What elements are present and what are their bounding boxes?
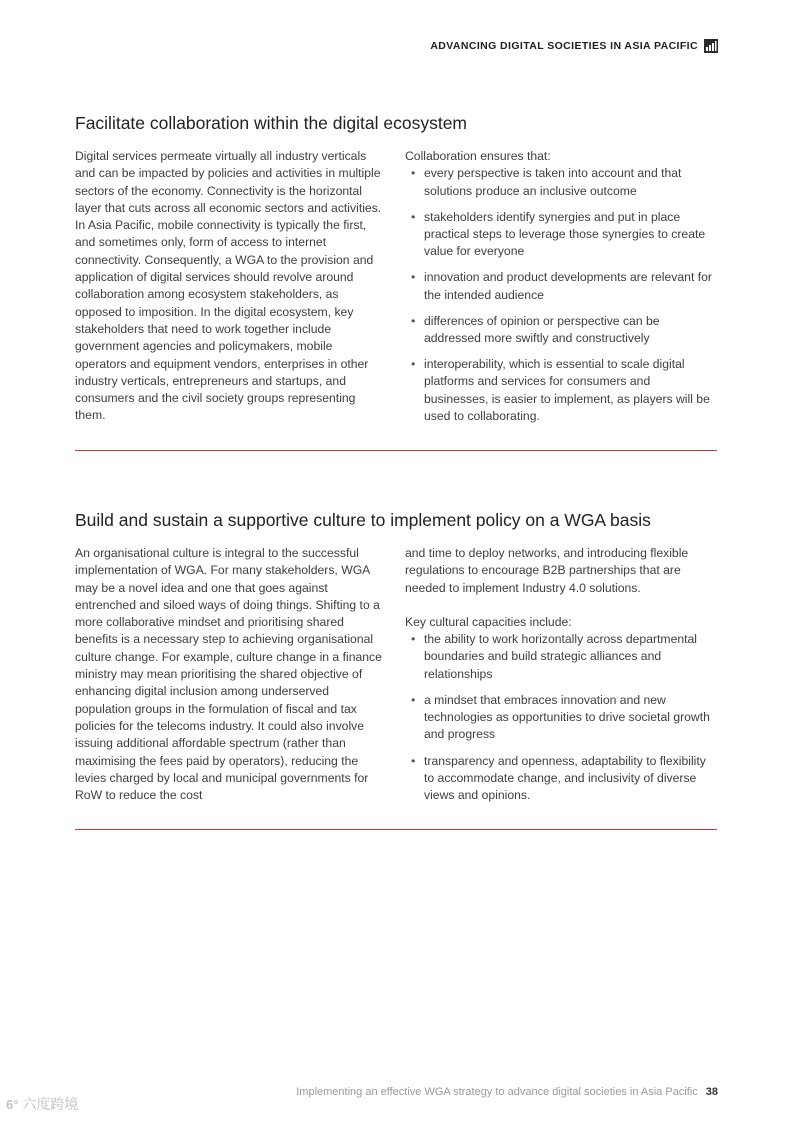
section-collaboration [75,111,717,424]
list-item: • differences of opinion or perspective can be addressed more swiftly and constructively [405,313,717,348]
list-item: • a mindset that embraces innovation and new technologies as opportunities to drive societal growth and progress [405,692,717,744]
bullet-list [405,631,717,804]
section-title: Facilitate collaboration within the digital ecosystem [75,113,467,133]
bullet-list [405,165,717,425]
watermark-logo-icon: 6° [6,1096,19,1112]
body-paragraph: An organisational culture is integral to the successful implementation of WGA. For many stakeholders, WGA may be a novel idea and one that goes against entrenched and siloed ways of doing things. Shifting to a more collaborative mindset and prioritising shared benefits is a necessary step to achieving organisational culture change. For example, culture change in a finance ministry may mean prioritising the shared objective of enhancing digital inclusion among underserved population groups in the formulation of fiscal and tax policies for the telecoms industry. It could also involve issuing additional affordable spectrum (rather than maximising the fees paid by operators), reducing the levies charged by local and municipal governments for RoW to reduce the cost [75,546,382,803]
footer-text: Implementing an effective WGA strategy to advance digital societies in Asia Pacific [296,1086,698,1098]
list-item: • the ability to work horizontally across departmental boundaries and build strategic alliances and relationships [405,631,717,683]
right-column [405,148,717,434]
section-culture [75,508,717,803]
list-item: • every perspective is taken into account and that solutions produce an inclusive outcome [405,165,717,200]
header-title: ADVANCING DIGITAL SOCIETIES IN ASIA PACIFIC [430,40,698,52]
left-column [75,148,387,425]
section-title: Build and sustain a supportive culture to implement policy on a WGA basis [75,510,651,530]
running-header [430,38,718,54]
list-item: • stakeholders identify synergies and put in place practical steps to leverage those synergies to create value for everyone [405,209,717,261]
watermark-text: 六度跨境 [22,1096,79,1112]
section-divider [75,829,717,830]
page-footer [296,1086,718,1098]
right-column [405,545,717,813]
page-number: 38 [705,1086,718,1098]
continuation-paragraph: and time to deploy networks, and introducing flexible regulations to encourage B2B partnerships that are needed to implement Industry 4.0 solutions. [405,546,689,595]
list-item: • innovation and product developments are relevant for the intended audience [405,269,717,304]
watermark [6,1094,78,1114]
bullets-intro: Key cultural capacities include: [405,614,572,629]
section-divider [75,450,717,451]
body-paragraph: Digital services permeate virtually all industry verticals and can be impacted by policies and activities in multiple sectors of the economy. Connectivity is the horizontal layer that cuts across all economic sectors and activities. In Asia Pacific, mobile connectivity is typically the first, and sometimes only, form of access to internet connectivity. Consequently, a WGA to the provision and application of digital services should revolve around collaboration among ecosystem stakeholders, as opposed to imposition. In the digital ecosystem, key stakeholders that need to work together include government agencies and policymakers, mobile operators and equipment vendors, enterprises in other industry verticals, entrepreneurs and startups, and consumers and the civil society groups representing them. [75,149,382,423]
list-item: • transparency and openness, adaptability to flexibility to accommodate change, and inclusivity of diverse views and opinions. [405,753,717,805]
chart-bar-icon [704,39,718,53]
left-column [75,545,387,804]
bullets-intro: Collaboration ensures that: [405,149,551,163]
list-item: • interoperability, which is essential to scale digital platforms and services for consumers and businesses, is easier to implement, as players will be used to collaborating. [405,356,717,425]
